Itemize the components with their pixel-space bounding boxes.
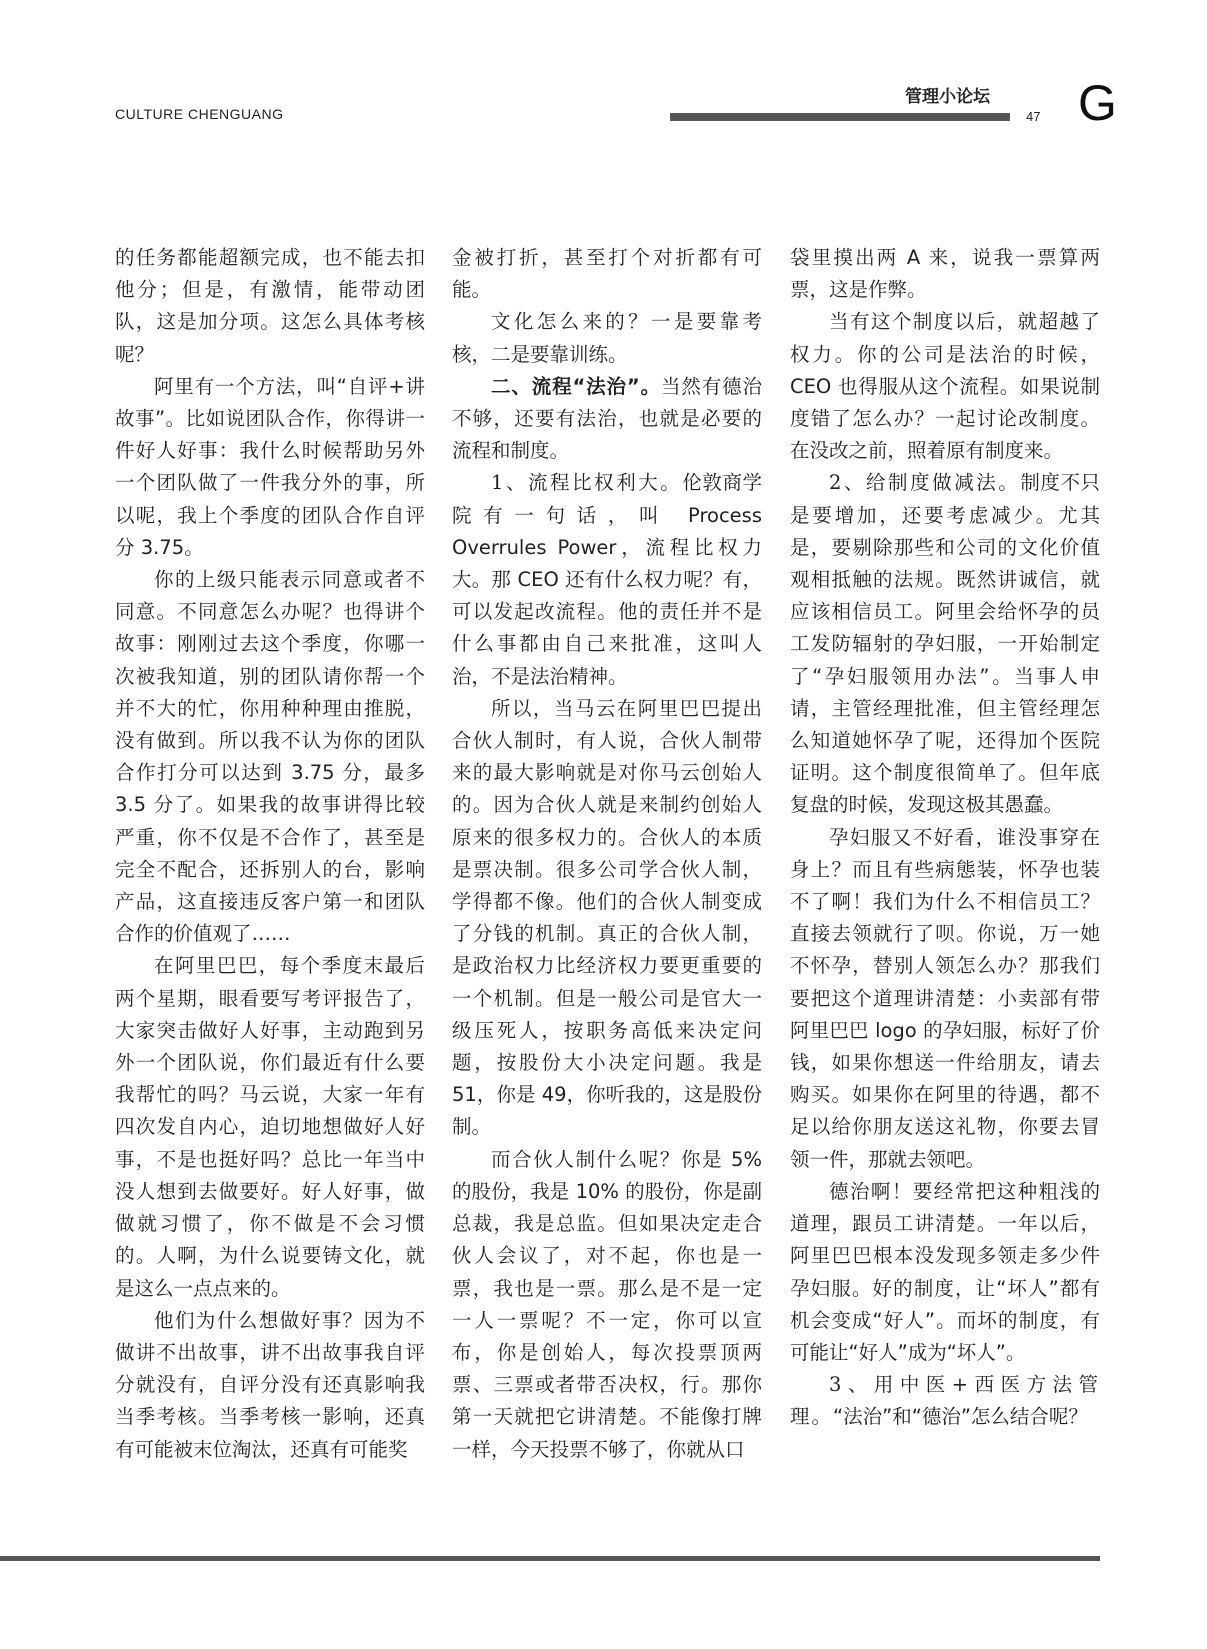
paragraph [790, 1176, 1100, 1369]
paragraph [790, 1369, 1100, 1433]
paragraph [790, 822, 1100, 1176]
paragraph-text: 伦敦商学院有一句话，叫 Process Overrules Power，流程比权力大。那 CEO 还有什么权力呢？有，可以发起改流程。他的责任并不是什么事都由自己来批准，这叫人治，不是法治精神。 [452, 471, 762, 688]
paragraph-text: 金被打折，甚至打个对折都有可能。 [452, 246, 762, 302]
header-magazine-name: CULTURE CHENGUANG [115, 106, 284, 122]
paragraph [452, 306, 762, 370]
paragraph [790, 467, 1100, 821]
paragraph-text: 文化怎么来的？一是要靠考核，二是要靠训练。 [452, 310, 762, 366]
paragraph-text: 的任务都能超额完成，也不能去扣他分；但是，有激情，能带动团队，这是加分项。这怎么具体考核呢？ [115, 246, 425, 366]
paragraph-text: 而合伙人制什么呢？你是 5% 的股份，我是 10% 的股份，你是副总裁，我是总监。但如果决定走合伙人会议了，对不起，你也是一票，我也是一票。那么是不是一定一人一票呢？不一定，你可以宣布，你是创始人，每次投票顶两票、三票或者带否决权，行。那你第一天就把它讲清楚。不能像打牌一样，今天投票不够了，你就从口 [452, 1147, 762, 1461]
section-letter-logo: G [1078, 75, 1117, 131]
paragraph [452, 693, 762, 1144]
paragraph-text: 当有这个制度以后，就超越了权力。你的公司是法治的时候，CEO 也得服从这个流程。如果说制度错了怎么办？一起讨论改制度。在没改之前，照着原有制度来。 [790, 310, 1100, 463]
paragraph-text: 所以，当马云在阿里巴巴提出合伙人制时，有人说，合伙人制带来的最大影响就是对你马云创始人的。因为合伙人就是来制约创始人原来的很多权力的。合伙人的本质是票决制。很多公司学合伙人制，学得都不像。他们的合伙人制变成了分钱的机制。真正的合伙人制，是政治权力比经济权力要更重要的一个机制。但是一般公司是官大一级压死人，按职务高低来决定问题，按股份大小决定问题。我是 51，你是 49，你听我的，这是股份制。 [452, 696, 762, 1139]
paragraph [115, 1305, 425, 1466]
page-number: 47 [1026, 109, 1041, 124]
paragraph [452, 242, 762, 306]
subsection-heading: 1、流程比权利大。 [491, 471, 683, 495]
subsection-heading: 2、给制度做减法。 [829, 471, 1021, 495]
paragraph [115, 564, 425, 950]
paragraph-text: 在阿里巴巴，每个季度末最后两个星期，眼看要写考评报告了，大家突击做好人好事，主动跑到另外一个团队说，你们最近有什么要我帮忙的吗？马云说，大家一年有四次发自内心，迫切地想做好人好事，不是也挺好吗？总比一年当中没人想到去做要好。好人好事，做做就习惯了，你不做是不会习惯的。人啊，为什么说要铸文化，就是这么一点点来的。 [115, 954, 425, 1300]
paragraph-text: 德治啊！要经常把这种粗浅的道理，跟员工讲清楚。一年以后，阿里巴巴根本没发现多领走多少件孕妇服。好的制度，让“坏人”都有机会变成“好人”。而坏的制度，有可能让“好人”成为“坏人”。 [790, 1179, 1100, 1364]
paragraph-text: 孕妇服又不好看，谁没事穿在身上？而且有些病態装，怀孕也装不了啊！我们为什么不相信员工？直接去领就行了呗。你说，万一她不怀孕，替别人领怎么办？那我们要把这个道理讲清楚：小卖部有带阿里巴巴 logo 的孕妇服，标好了价钱，如果你想送一件给朋友，请去购买。如果你在阿里的待遇，都不足以给你朋友送这礼物，你要去冒领一件，那就去领吧。 [790, 825, 1100, 1171]
paragraph [790, 306, 1100, 467]
footer-rule [0, 1556, 1100, 1561]
section-heading: 二、流程“法治”。 [491, 374, 661, 398]
paragraph-text: 制度不只是要增加，还要考虑减少。尤其是，要剔除那些和公司的文化价值观相抵触的法规。既然讲诚信，就应该相信员工。阿里会给怀孕的员工发防辐射的孕妇服，一开始制定了“孕妇服领用办法”。当事人申请，主管经理批准，但主管经理怎么知道她怀孕了呢，还得加个医院证明。这个制度很简单了。但年底复盘的时候，发现这极其愚蠢。 [790, 471, 1100, 817]
paragraph-text: 你的上级只能表示同意或者不同意。不同意怎么办呢？也得讲个故事：刚刚过去这个季度，你哪一次被我知道，别的团队请你帮一个并不大的忙，你用种种理由推脱，没有做到。所以我不认为你的团队合作打分可以达到 3.75 分，最多 3.5 分了。如果我的故事讲得比较严重，你不仅是不合作了，甚至是完全不配合，还拆别人的台，影响产品，这直接违反客户第一和团队合作的价值观了…… [115, 568, 425, 946]
paragraph [452, 371, 762, 468]
paragraph-text: 阿里有一个方法，叫“自评+讲故事”。比如说团队合作，你得讲一件好人好事：我什么时候帮助另外一个团队做了一件我分外的事，所以呢，我上个季度的团队合作自评分 3.75。 [115, 374, 425, 559]
header-rule [670, 113, 1010, 121]
paragraph-text: 当然有德治不够，还要有法治，也就是必要的流程和制度。 [452, 374, 762, 463]
paragraph [115, 242, 425, 371]
article-column-3 [790, 242, 1100, 1434]
article-column-1 [115, 242, 425, 1466]
section-title: 管理小论坛 [905, 87, 990, 107]
article-column-2 [452, 242, 762, 1466]
paragraph [452, 467, 762, 692]
paragraph-text: 他们为什么想做好事？因为不做讲不出故事，讲不出故事我自评分就没有，自评分没有还真影响我当季考核。当季考核一影响，还真有可能被末位淘汰，还真有可能奖 [115, 1308, 425, 1461]
paragraph [790, 242, 1100, 306]
paragraph-text: 袋里摸出两 A 来，说我一票算两票，这是作弊。 [790, 246, 1100, 302]
subsection-heading: 3、用中医+西医方法管理。 [790, 1373, 1100, 1429]
paragraph [115, 371, 425, 564]
paragraph [452, 1144, 762, 1466]
paragraph-text: “法治”和“德治”怎么结合呢？ [833, 1405, 1088, 1429]
paragraph [115, 950, 425, 1304]
